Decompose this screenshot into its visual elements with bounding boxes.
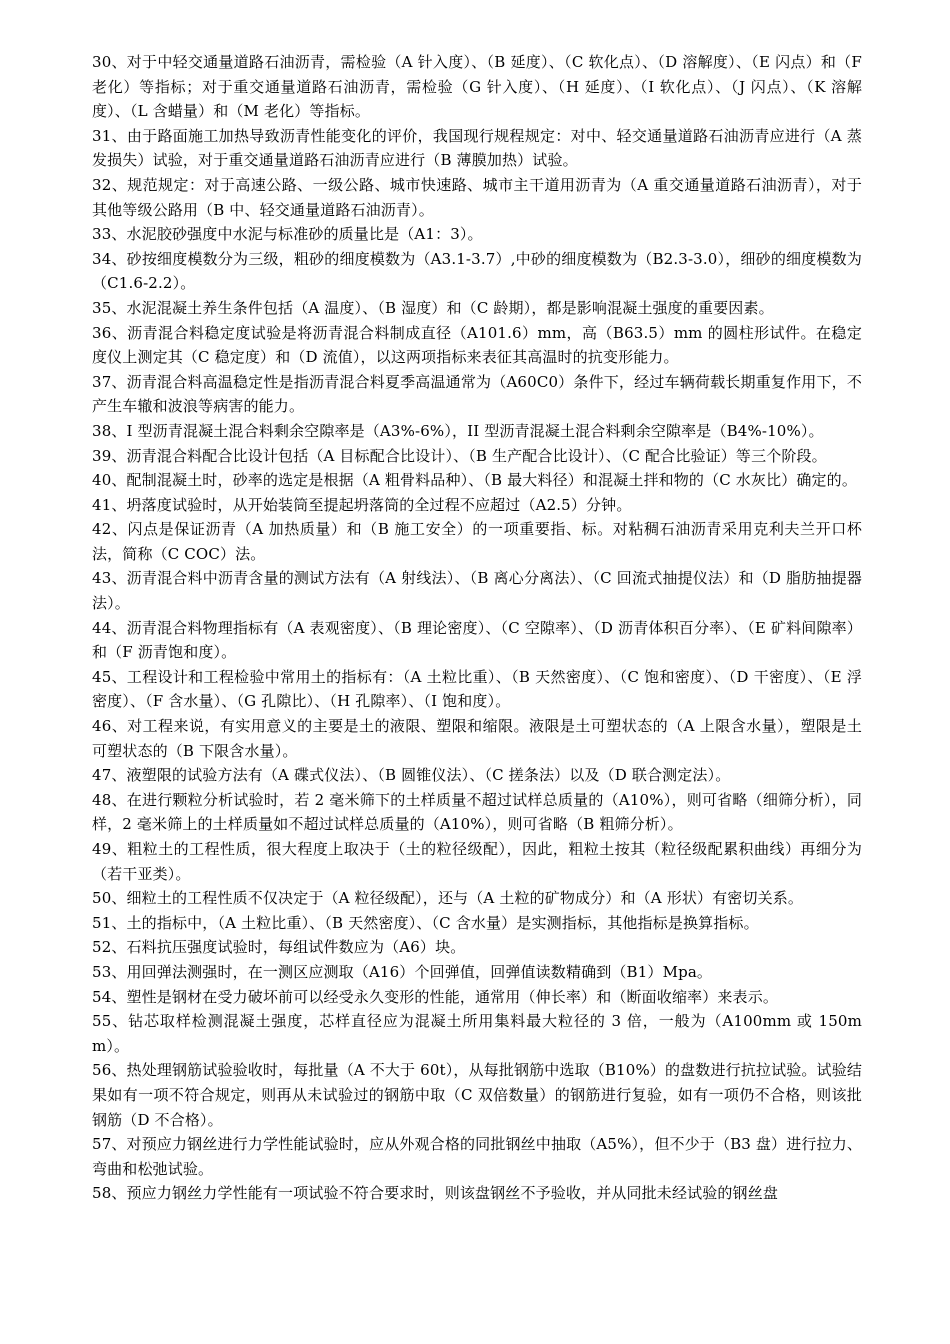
question-item-33: 33、水泥胶砂强度中水泥与标准砂的质量比是（A1：3）。: [92, 225, 483, 244]
question-item-36: 36、沥青混合料稳定度试验是将沥青混合料制成直径（A101.6）mm，高（B63.5）mm 的圆柱形试件。在稳定度仪上测定其（C 稳定度）和（D 流值），以这两项指标来表征其高温时的抗变形能力。: [92, 323, 862, 367]
question-item-56: 56、热处理钢筋试验验收时，每批量（A 不大于 60t），从每批钢筋中选取（B10%）的盘数进行抗拉试验。试验结果如有一项不符合规定，则再从未试验过的钢筋中取（C 双倍数量）的钢筋进行复验，如有一项仍不合格，则该批钢筋（D 不合格）。: [92, 1061, 862, 1129]
question-item-39: 39、沥青混合料配合比设计包括（A 目标配合比设计）、（B 生产配合比设计）、（C 配合比验证）等三个阶段。: [92, 446, 827, 465]
question-item-54: 54、塑性是钢材在受力破坏前可以经受永久变形的性能，通常用（伸长率）和（断面收缩率）来表示。: [92, 987, 778, 1006]
question-item-55: 55、钻芯取样检测混凝土强度，芯样直径应为混凝土所用集料最大粒径的 3 倍，一般为（A100mm 或 150mm）。: [92, 1012, 862, 1055]
question-item-45: 45、工程设计和工程检验中常用土的指标有：（A 土粒比重）、（B 天然密度）、（C 饱和密度）、（D 干密度）、（E 浮密度）、（F 含水量）、（G 孔隙比）、（H 孔隙率）、（I 饱和度）。: [92, 667, 862, 711]
question-item-44: 44、沥青混合料物理指标有（A 表观密度）、（B 理论密度）、（C 空隙率）、（D 沥青体积百分率）、（E 矿料间隙率）和（F 沥青饱和度）。: [92, 618, 862, 662]
question-item-47: 47、液塑限的试验方法有（A 碟式仪法）、（B 圆锥仪法）、（C 搓条法）以及（D 联合测定法）。: [92, 766, 731, 785]
question-item-37: 37、沥青混合料高温稳定性是指沥青混合料夏季高温通常为（A60C0）条件下，经过车辆荷载长期重复作用下，不产生车辙和波浪等病害的能力。: [92, 372, 862, 416]
question-item-53: 53、用回弹法测强时，在一测区应测取（A16）个回弹值，回弹值读数精确到（B1）Mpa。: [92, 962, 713, 981]
question-item-57: 57、对预应力钢丝进行力学性能试验时，应从外观合格的同批钢丝中抽取（A5%），但不少于（B3 盘）进行拉力、弯曲和松弛试验。: [92, 1135, 862, 1178]
question-item-35: 35、水泥混凝土养生条件包括（A 温度）、（B 湿度）和（C 龄期），都是影响混凝土强度的重要因素。: [92, 298, 774, 317]
question-item-32: 32、规范规定：对于高速公路、一级公路、城市快速路、城市主干道用沥青为（A 重交通量道路石油沥青），对于其他等级公路用（B 中、轻交通量道路石油沥青）。: [92, 175, 862, 219]
question-item-41: 41、坍落度试验时，从开始装筒至提起坍落筒的全过程不应超过（A2.5）分钟。: [92, 495, 632, 514]
question-item-50: 50、细粒土的工程性质不仅决定于（A 粒径级配），还与（A 土粒的矿物成分）和（A 形状）有密切关系。: [92, 889, 804, 908]
question-item-42: 42、闪点是保证沥青（A 加热质量）和（B 施工安全）的一项重要指、标。对粘稠石油沥青采用克利夫兰开口杯法，简称（C COC）法。: [92, 520, 862, 563]
question-item-46: 46、对工程来说，有实用意义的主要是土的液限、塑限和缩限。液限是土可塑状态的（A 上限含水量），塑限是土可塑状态的（B 下限含水量）。: [92, 717, 862, 760]
question-item-30: 30、对于中轻交通量道路石油沥青，需检验（A 针入度）、（B 延度）、（C 软化点）、（D 溶解度）、（E 闪点）和（F 老化）等指标；对于重交通量道路石油沥青，需检验（G 针入度）、（H 延度）、（I 软化点）、（J 闪点）、（K 溶解度）、（L 含蜡量）和（M 老化）等指标。: [92, 53, 862, 121]
question-item-58: 58、预应力钢丝力学性能有一项试验不符合要求时，则该盘钢丝不予验收，并从同批未经试验的钢丝盘: [92, 1184, 778, 1203]
question-item-38: 38、I 型沥青混凝土混合料剩余空隙率是（A3%-6%），II 型沥青混凝土混合料剩余空隙率是（B4%-10%）。: [92, 421, 824, 440]
question-item-52: 52、石料抗压强度试验时，每组试件数应为（A6）块。: [92, 938, 466, 957]
question-item-49: 49、粗粒土的工程性质，很大程度上取决于（土的粒径级配），因此，粗粒土按其（粒径级配累积曲线）再细分为（若干亚类）。: [92, 840, 862, 883]
question-item-51: 51、土的指标中，（A 土粒比重）、（B 天然密度）、（C 含水量）是实测指标，其他指标是换算指标。: [92, 913, 759, 932]
question-item-43: 43、沥青混合料中沥青含量的测试方法有（A 射线法）、（B 离心分离法）、（C 回流式抽提仪法）和（D 脂肪抽提器法）。: [92, 569, 862, 613]
question-item-48: 48、在进行颗粒分析试验时，若 2 毫米筛下的土样质量不超过试样总质量的（A10%），则可省略（细筛分析），同样，2 毫米筛上的土样质量如不超过试样总质量的（A10%），则可省略（B 粗筛分析）。: [92, 790, 862, 834]
question-item-34: 34、砂按细度模数分为三级，粗砂的细度模数为（A3.1-3.7）,中砂的细度模数为（B2.3-3.0），细砂的细度模数为（C1.6-2.2）。: [92, 249, 862, 293]
question-item-31: 31、由于路面施工加热导致沥青性能变化的评价，我国现行规程规定：对中、轻交通量道路石油沥青应进行（A 蒸发损失）试验，对于重交通量道路石油沥青应进行（B 薄膜加热）试验。: [92, 126, 862, 170]
question-item-40: 40、配制混凝土时，砂率的选定是根据（A 粗骨料品种）、（B 最大料径）和混凝土拌和物的（C 水灰比）确定的。: [92, 471, 857, 490]
